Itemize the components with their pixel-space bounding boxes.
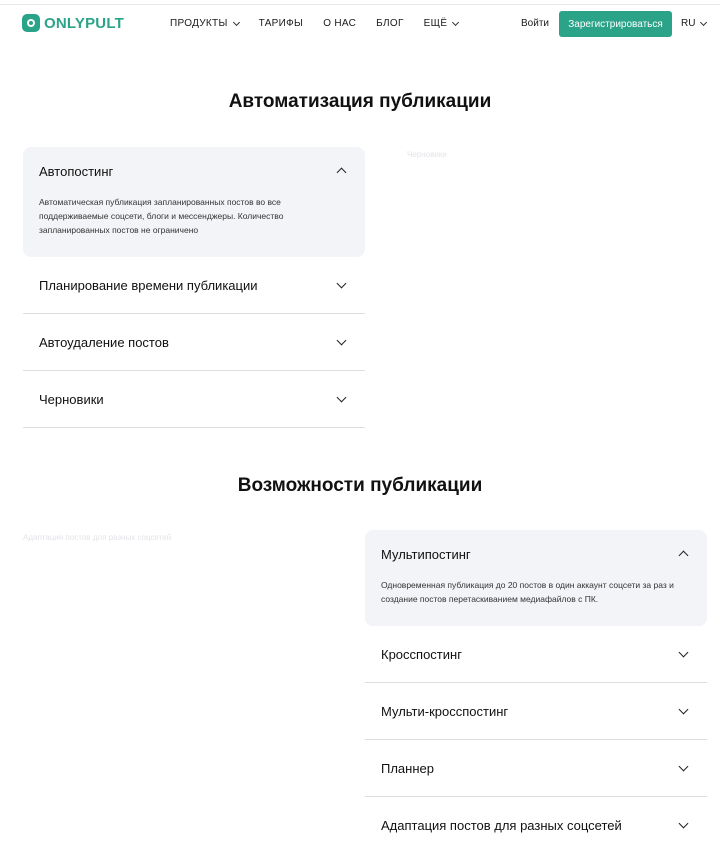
nav-item-about[interactable] (323, 18, 356, 29)
accordion-title: Кросспостинг (381, 646, 462, 662)
nav-item-products[interactable] (170, 18, 239, 29)
chevron-down-icon[interactable] (337, 278, 347, 288)
logo-text: ONLYPULT (44, 14, 124, 32)
image-placeholder-label: Черновики (407, 150, 447, 159)
accordion-item-adaptation[interactable] (365, 797, 707, 846)
chevron-down-icon[interactable] (679, 818, 689, 828)
site-header (0, 4, 720, 54)
accordion-body: Одновременная публикация до 20 постов в один аккаунт соцсети за раз и создание постов перетаскиванием медиафайлов с ПК. (381, 580, 674, 604)
accordion-title: Автоудаление постов (39, 334, 169, 350)
accordion-item-multiposting[interactable] (365, 530, 707, 626)
chevron-down-icon[interactable] (679, 704, 689, 714)
accordion-header[interactable] (365, 740, 707, 796)
chevron-down-icon[interactable] (679, 647, 689, 657)
accordion-header[interactable] (23, 314, 365, 370)
image-placeholder-label: Адаптация постов для разных соцсетей (23, 533, 172, 542)
accordion-title: Автопостинг (39, 163, 114, 179)
chevron-down-icon[interactable] (679, 761, 689, 771)
accordion-item-autodelete[interactable] (23, 314, 365, 371)
logo[interactable] (22, 14, 124, 32)
accordion-item-autoposting[interactable] (23, 147, 365, 257)
section-title-automation: Автоматизация публикации (228, 91, 492, 112)
accordion-item-crossposting[interactable] (365, 626, 707, 683)
nav-label: О НАС (323, 18, 357, 29)
accordion-title: Черновики (39, 391, 104, 407)
accordion-header[interactable] (365, 626, 707, 682)
main-nav (170, 18, 478, 29)
accordion-title: Планирование времени публикации (39, 277, 258, 293)
chevron-down-icon (452, 18, 459, 25)
accordion-item-scheduling[interactable] (23, 257, 365, 314)
accordion-header[interactable] (365, 683, 707, 739)
chevron-up-icon[interactable] (337, 168, 347, 178)
accordion-header[interactable] (365, 797, 707, 846)
nav-label: ЕЩЁ (423, 18, 448, 29)
chevron-down-icon (233, 18, 240, 25)
accordion-automation (23, 147, 365, 428)
login-link[interactable]: Войти (521, 18, 549, 29)
accordion-item-drafts[interactable] (23, 371, 365, 428)
chevron-down-icon (700, 18, 707, 25)
nav-label: ПРОДУКТЫ (170, 18, 228, 29)
accordion-capabilities (365, 530, 707, 846)
accordion-header[interactable] (365, 530, 707, 578)
accordion-title: Адаптация постов для разных соцсетей (381, 817, 622, 833)
language-label: RU (681, 18, 696, 29)
accordion-item-multi-crossposting[interactable] (365, 683, 707, 740)
nav-label: БЛОГ (376, 18, 404, 29)
language-selector[interactable] (681, 18, 706, 29)
accordion-item-planner[interactable] (365, 740, 707, 797)
accordion-title: Мультипостинг (381, 546, 471, 562)
nav-label: ТАРИФЫ (258, 18, 304, 29)
accordion-header[interactable] (23, 257, 365, 313)
accordion-title: Мульти-кросспостинг (381, 703, 509, 719)
chevron-down-icon[interactable] (337, 392, 347, 402)
accordion-header[interactable] (23, 371, 365, 427)
accordion-title: Планнер (381, 760, 434, 776)
nav-item-blog[interactable] (376, 18, 404, 29)
nav-item-more[interactable] (424, 18, 459, 29)
chevron-up-icon[interactable] (679, 551, 689, 561)
logo-icon (22, 14, 40, 32)
register-button[interactable]: Зарегистрироваться (559, 11, 672, 37)
section-title-capabilities: Возможности публикации (237, 475, 483, 496)
accordion-body: Автоматическая публикация запланированных постов во все поддерживаемые соцсети, блоги и мессенджеры. Количество запланированных постов не ограничено (39, 197, 284, 235)
nav-item-pricing[interactable] (259, 18, 304, 29)
accordion-header[interactable] (23, 147, 365, 195)
chevron-down-icon[interactable] (337, 335, 347, 345)
